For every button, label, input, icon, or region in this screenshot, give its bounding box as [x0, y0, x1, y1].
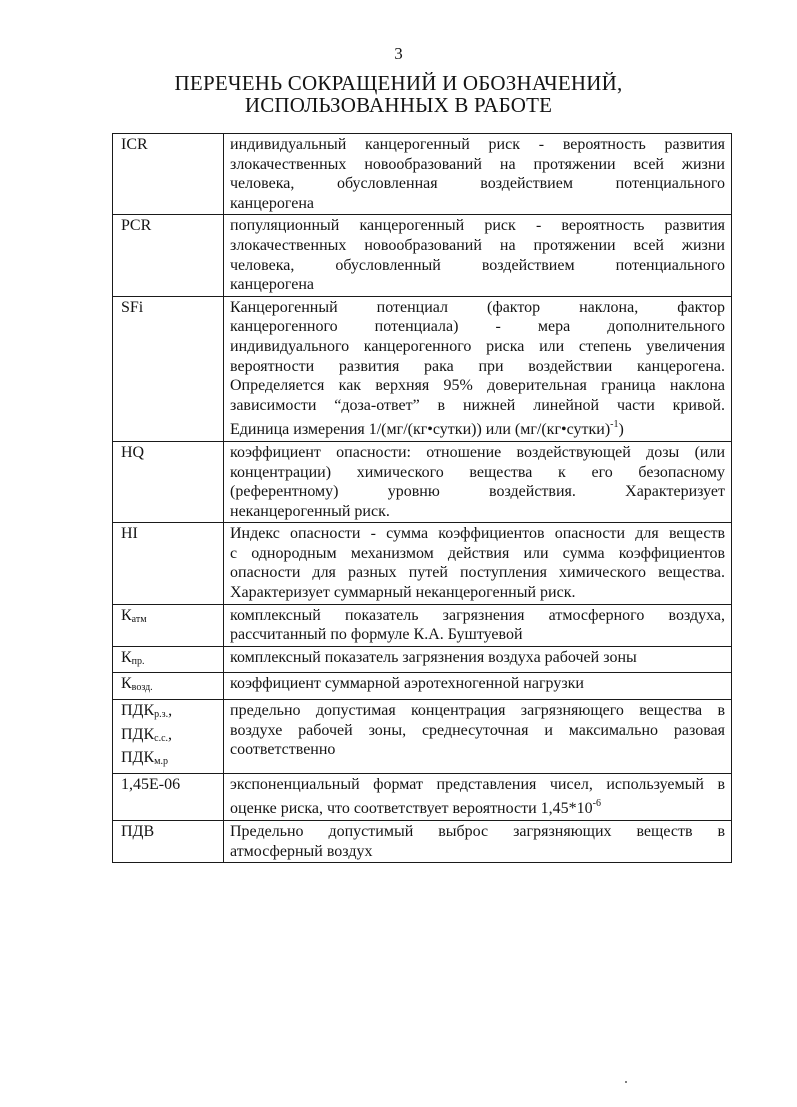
- term-main: ПДК: [121, 749, 155, 767]
- table-row: [113, 134, 732, 215]
- abbreviation-term: HI: [113, 523, 224, 604]
- definition-line: неканцерогенный риск.: [230, 502, 390, 520]
- abbreviation-term: [113, 673, 224, 700]
- abbreviation-definition: [224, 604, 732, 646]
- definition-line: комплексный показатель загрязнения воздуха рабочей зоны: [230, 648, 637, 666]
- table-row: [113, 646, 732, 673]
- definition-line: злокачественных новообразований на протяжении всей жизни: [230, 236, 725, 254]
- abbreviation-definition: [224, 673, 732, 700]
- definition-line: человека, обусловленная воздействием потенциального: [230, 175, 725, 193]
- definition-line: предельно допустимая концентрация загрязняющего вещества в: [230, 702, 725, 720]
- definition-line: канцерогена: [230, 194, 314, 212]
- title-line-1: ПЕРЕЧЕНЬ СОКРАЩЕНИЙ И ОБОЗНАЧЕНИЙ,: [174, 71, 623, 95]
- term-main: К: [121, 675, 132, 693]
- abbreviation-definition: [224, 215, 732, 296]
- abbreviation-definition: [224, 700, 732, 774]
- table-row: [113, 673, 732, 700]
- scan-dot-mark: [625, 1081, 627, 1083]
- abbreviation-definition: [224, 134, 732, 215]
- table-row: [113, 215, 732, 296]
- term-main: ПДК: [121, 702, 155, 720]
- definition-line: зависимости “доза-ответ” в нижней линейной части кривой.: [230, 396, 725, 414]
- definition-line: атмосферный воздух: [230, 842, 373, 860]
- table-row: [113, 700, 732, 774]
- definition-line: популяционный канцерогенный риск - вероятность развития: [230, 217, 725, 235]
- definition-line: (референтному) уровню воздействия. Характеризует: [230, 483, 725, 501]
- definition-line: экспоненциальный формат представления чисел, используемый в: [230, 775, 725, 793]
- abbreviation-term: HQ: [113, 441, 224, 522]
- definition-line: воздухе рабочей зоны, среднесуточная и максимально разовая: [230, 721, 725, 739]
- term-end: ,: [168, 702, 173, 720]
- definition-line: опасности для разных путей поступления химического вещества.: [230, 564, 725, 582]
- abbreviation-term: PCR: [113, 215, 224, 296]
- term-subscript: м.р: [154, 756, 168, 768]
- abbreviation-term: 1,45E-06: [113, 773, 224, 820]
- definition-line: злокачественных новообразований на протяжении всей жизни: [230, 155, 725, 173]
- term-subscript: возд.: [131, 682, 153, 694]
- definition-line: индивидуального канцерогенного риска или степень увеличения: [230, 337, 725, 355]
- term-line: [121, 748, 217, 772]
- term-line: [121, 701, 217, 725]
- abbreviation-term: [113, 646, 224, 673]
- definition-line-unit: [230, 415, 725, 440]
- exponent-superscript: -6: [592, 798, 602, 810]
- table-row: [113, 773, 732, 820]
- table-row: [113, 523, 732, 604]
- table-row: [113, 821, 732, 863]
- unit-text: Единица измерения 1/(мг/(кг•сутки)) или (мг/(кг•сутки): [230, 421, 611, 439]
- abbreviation-definition: [224, 646, 732, 673]
- term-subscript: атм: [131, 613, 147, 625]
- term-main: ПДК: [121, 725, 155, 743]
- definition-line: соответственно: [230, 741, 336, 759]
- table-row: [113, 441, 732, 522]
- last-text: оценке риска, что соответствует вероятности 1,45*10: [230, 800, 593, 818]
- definition-line: человека, обусловленный воздействием потенциального: [230, 256, 725, 274]
- abbreviation-definition: [224, 523, 732, 604]
- term-subscript: р.з.: [154, 709, 169, 721]
- abbreviation-definition: [224, 773, 732, 820]
- definition-line: рассчитанный по формуле К.А. Буштуевой: [230, 626, 523, 644]
- term-main: К: [121, 648, 132, 666]
- term-subscript: с.с.: [154, 732, 169, 744]
- term-subscript: пр.: [131, 655, 145, 667]
- definition-line: Предельно допустимый выброс загрязняющих веществ в: [230, 823, 725, 840]
- title-line-2: ИСПОЛЬЗОВАННЫХ В РАБОТЕ: [244, 93, 553, 117]
- table-row: [113, 604, 732, 646]
- definition-line: концентрации) химического вещества к его безопасному: [230, 463, 725, 481]
- definition-line: Характеризует суммарный неканцерогенный риск.: [230, 584, 576, 602]
- page-title: [0, 72, 797, 116]
- definition-line: вероятности развития рака при воздействии канцерогена.: [230, 357, 725, 375]
- abbreviation-definition: [224, 821, 732, 863]
- unit-superscript: -1: [610, 419, 619, 431]
- definition-line: коэффициент суммарной аэротехногенной нагрузки: [230, 675, 584, 693]
- definition-line: комплексный показатель загрязнения атмосферного воздуха,: [230, 606, 725, 624]
- term-main: К: [121, 606, 132, 624]
- abbreviation-term: SFi: [113, 296, 224, 441]
- abbreviation-term: ICR: [113, 134, 224, 215]
- abbreviation-definition: [224, 441, 732, 522]
- abbreviation-term: ПДВ: [113, 821, 224, 863]
- definition-line: канцерогенного потенциала) - мера дополнительного: [230, 318, 725, 336]
- term-end: ,: [168, 725, 173, 743]
- definition-line: коэффициент опасности: отношение воздействующей дозы (или: [230, 443, 725, 461]
- definition-line-last: [230, 794, 725, 819]
- table-row: [113, 296, 732, 441]
- definition-line: Канцерогенный потенциал (фактор наклона, фактор: [230, 298, 725, 316]
- definition-line: с однородным механизмом действия или сумма коэффициентов: [230, 544, 725, 562]
- abbreviations-table: [112, 133, 732, 863]
- definition-line: Индекс опасности - сумма коэффициентов опасности для веществ: [230, 525, 725, 543]
- abbreviation-definition: [224, 296, 732, 441]
- definition-line: индивидуальный канцерогенный риск - вероятность развития: [230, 136, 725, 153]
- term-line: [121, 725, 217, 749]
- definition-line: канцерогена: [230, 276, 314, 294]
- unit-end: ): [618, 421, 624, 439]
- page-number: 3: [394, 44, 403, 63]
- abbreviation-term: [113, 700, 224, 774]
- abbreviation-term: [113, 604, 224, 646]
- definition-line: Определяется как верхняя 95% доверительная граница наклона: [230, 377, 725, 395]
